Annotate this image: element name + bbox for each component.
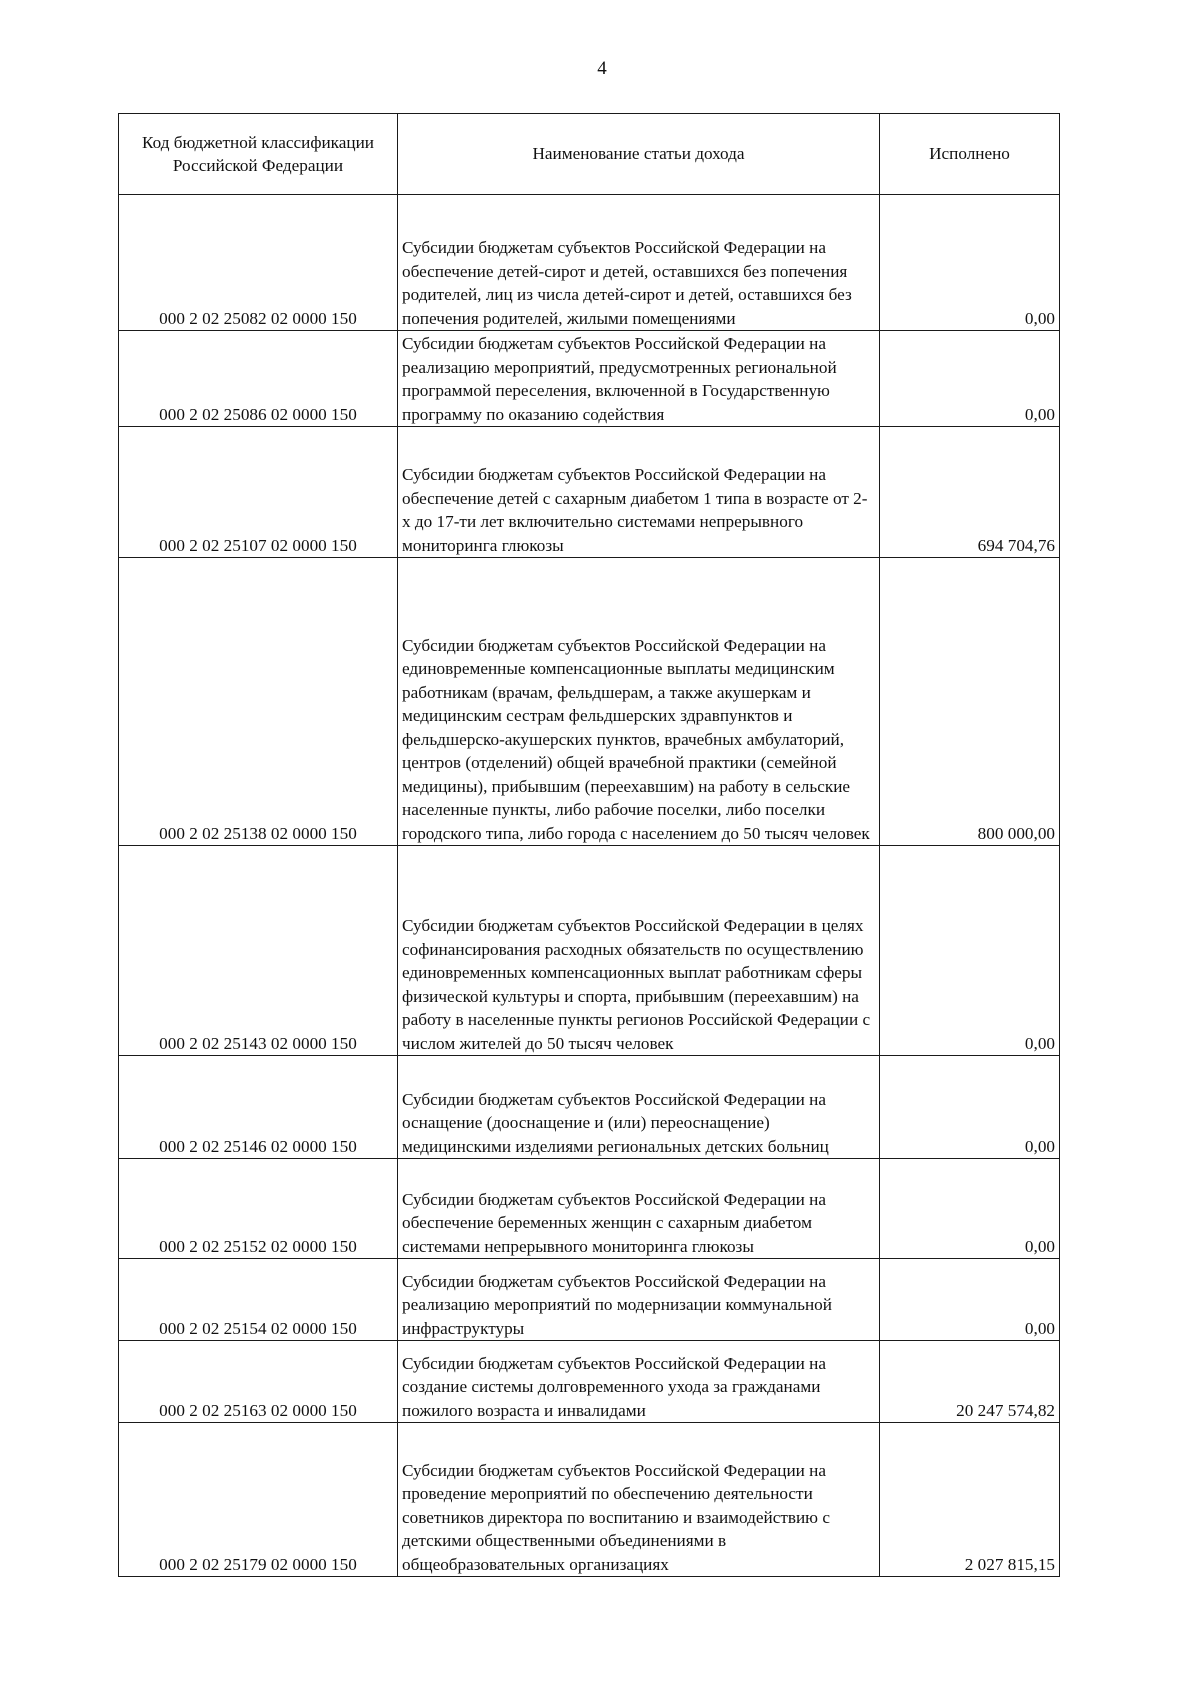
row-amount: 2 027 815,15	[880, 1423, 1060, 1577]
row-name: Субсидии бюджетам субъектов Российской Федерации на единовременные компенсационные выплаты медицинским работникам (врачам, фельдшерам, а также акушеркам и медицинским сестрам фельдшерских здравпунктов и фельдшерско-акушерских пунктов, врачебных амбулаторий, центров (отделений) общей врачебной практики (семейной медицины), прибывшим (переехавшим) на работу в сельские населенные пункты, либо рабочие поселки, либо поселки городского типа, либо города с населением до 50 тысяч человек	[398, 558, 880, 846]
row-name: Субсидии бюджетам субъектов Российской Федерации на оснащение (дооснащение и (или) переоснащение) медицинскими изделиями региональных детских больниц	[398, 1056, 880, 1159]
row-amount: 0,00	[880, 331, 1060, 427]
row-name: Субсидии бюджетам субъектов Российской Федерации в целях софинансирования расходных обязательств по осуществлению единовременных компенсационных выплат работникам сферы физической культуры и спорта, прибывшим (переехавшим) на работу в населенные пункты регионов Российской Федерации с числом жителей до 50 тысяч человек	[398, 846, 880, 1056]
row-name: Субсидии бюджетам субъектов Российской Федерации на обеспечение детей-сирот и детей, оставшихся без попечения родителей, лиц из числа детей-сирот и детей, оставшихся без попечения родителей, жилыми помещениями	[398, 195, 880, 331]
row-name: Субсидии бюджетам субъектов Российской Федерации на обеспечение детей с сахарным диабетом 1 типа в возрасте от 2-х до 17-ти лет включительно системами непрерывного мониторинга глюкозы	[398, 427, 880, 558]
row-code: 000 2 02 25152 02 0000 150	[119, 1159, 398, 1259]
row-amount: 0,00	[880, 1056, 1060, 1159]
row-amount: 694 704,76	[880, 427, 1060, 558]
row-code: 000 2 02 25143 02 0000 150	[119, 846, 398, 1056]
table-row	[119, 1423, 1060, 1577]
table-row	[119, 195, 1060, 331]
row-code: 000 2 02 25154 02 0000 150	[119, 1259, 398, 1341]
row-name: Субсидии бюджетам субъектов Российской Федерации на реализацию мероприятий, предусмотренных региональной программой переселения, включенной в Государственную программу по оказанию содействия	[398, 331, 880, 427]
header-amount: Исполнено	[880, 114, 1060, 195]
table-row	[119, 1341, 1060, 1423]
header-name: Наименование статьи дохода	[398, 114, 880, 195]
row-code: 000 2 02 25163 02 0000 150	[119, 1341, 398, 1423]
row-amount: 0,00	[880, 195, 1060, 331]
table-header-row	[119, 114, 1060, 195]
row-amount: 0,00	[880, 1159, 1060, 1259]
page-number-text: 4	[597, 58, 607, 79]
table-row	[119, 558, 1060, 846]
budget-income-table	[118, 113, 1060, 1577]
row-name: Субсидии бюджетам субъектов Российской Федерации на реализацию мероприятий по модернизации коммунальной инфраструктуры	[398, 1259, 880, 1341]
row-code: 000 2 02 25138 02 0000 150	[119, 558, 398, 846]
row-amount: 20 247 574,82	[880, 1341, 1060, 1423]
page-number	[0, 58, 1200, 80]
table-row	[119, 1056, 1060, 1159]
row-name: Субсидии бюджетам субъектов Российской Федерации на обеспечение беременных женщин с сахарным диабетом системами непрерывного мониторинга глюкозы	[398, 1159, 880, 1259]
row-amount: 0,00	[880, 1259, 1060, 1341]
row-code: 000 2 02 25179 02 0000 150	[119, 1423, 398, 1577]
table-row	[119, 1259, 1060, 1341]
row-amount: 800 000,00	[880, 558, 1060, 846]
row-name: Субсидии бюджетам субъектов Российской Федерации на проведение мероприятий по обеспечению деятельности советников директора по воспитанию и взаимодействию с детскими общественными объединениями в общеобразовательных организациях	[398, 1423, 880, 1577]
row-amount: 0,00	[880, 846, 1060, 1056]
table-row	[119, 427, 1060, 558]
row-code: 000 2 02 25082 02 0000 150	[119, 195, 398, 331]
row-code: 000 2 02 25107 02 0000 150	[119, 427, 398, 558]
table-row	[119, 331, 1060, 427]
row-code: 000 2 02 25146 02 0000 150	[119, 1056, 398, 1159]
table-row	[119, 846, 1060, 1056]
row-name: Субсидии бюджетам субъектов Российской Федерации на создание системы долговременного ухода за гражданами пожилого возраста и инвалидами	[398, 1341, 880, 1423]
row-code: 000 2 02 25086 02 0000 150	[119, 331, 398, 427]
table-row	[119, 1159, 1060, 1259]
header-code: Код бюджетной классификации Российской Федерации	[119, 114, 398, 195]
